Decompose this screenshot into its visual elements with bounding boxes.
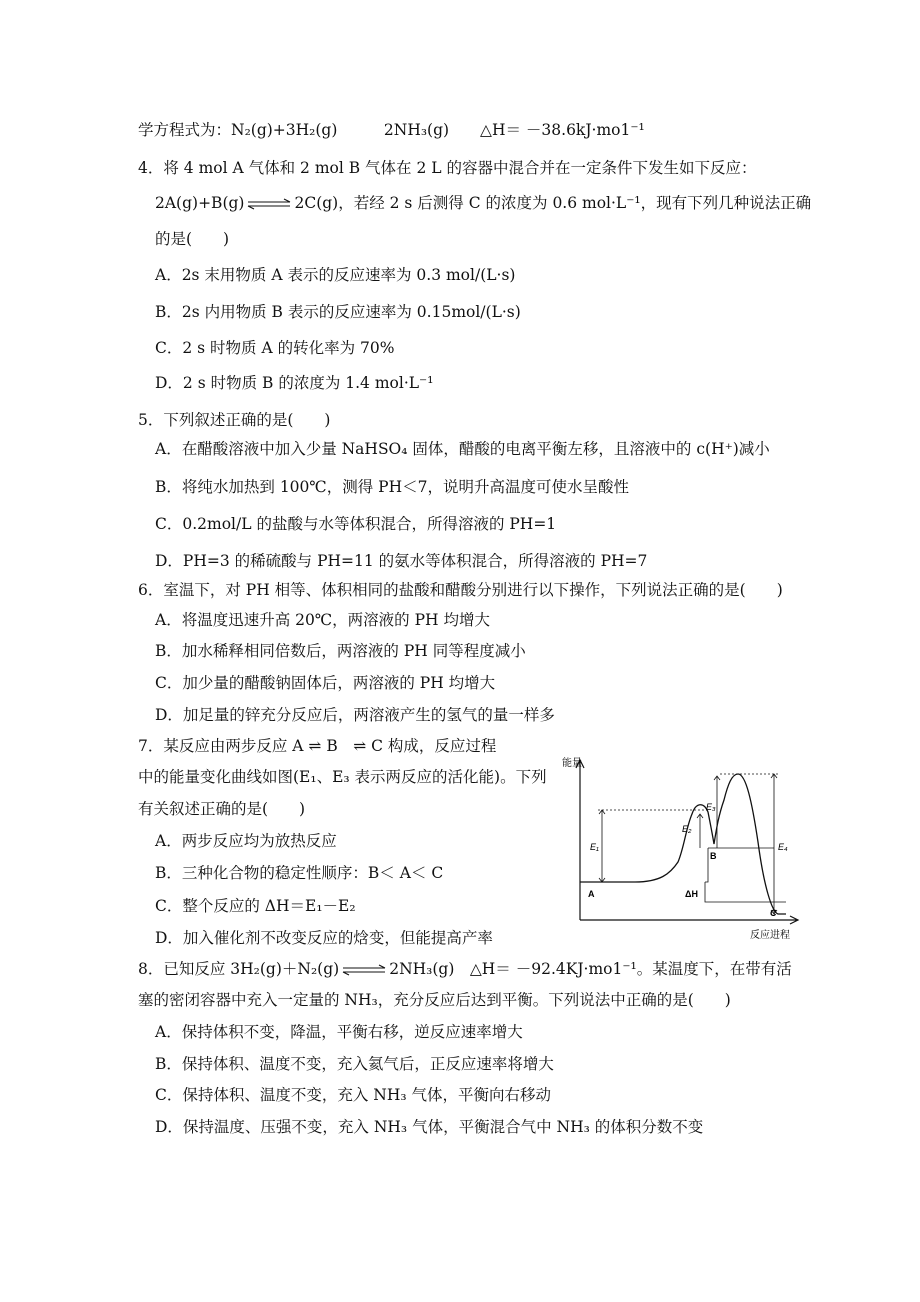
option-8d: D．保持温度、压强不变，充入 NH₃ 气体，平衡混合气中 NH₃ 的体积分数不变 (155, 1118, 704, 1136)
option-5c: C．0.2mol/L 的盐酸与水等体积混合，所得溶液的 PH=1 (155, 515, 557, 533)
option-4b: B．2s 内用物质 B 表示的反应速率为 0.15mol/(L·s) (155, 303, 521, 321)
question-5: 5．下列叙述正确的是( ) (138, 411, 331, 429)
label-B: B (710, 851, 717, 861)
energy-diagram (560, 752, 820, 942)
option-6c: C．加少量的醋酸钠固体后，两溶液的 PH 均增大 (155, 674, 496, 692)
equilibrium-arrow-icon (246, 198, 292, 210)
option-6b: B．加水稀释相同倍数后，两溶液的 PH 同等程度减小 (155, 642, 526, 660)
option-4a: A．2s 末用物质 A 表示的反应速率为 0.3 mol/(L·s) (155, 266, 516, 284)
energy-curve (580, 774, 786, 914)
question-4-tail: 的是( ) (155, 230, 230, 248)
equilibrium-arrow-icon (341, 964, 387, 976)
x-axis-label: 反应进程 (750, 930, 790, 941)
option-4d: D．2 s 时物质 B 的浓度为 1.4 mol·L⁻¹ (155, 374, 434, 392)
level-B-drop (705, 848, 708, 882)
option-5b: B．将纯水加热到 100℃，测得 PH＜7，说明升高温度可使水呈酸性 (155, 478, 629, 496)
option-7d: D．加入催化剂不改变反应的焓变，但能提高产率 (155, 929, 493, 947)
question-6: 6．室温下，对 PH 相等、体积相同的盐酸和醋酸分别进行以下操作，下列说法正确的是( ) (138, 581, 783, 599)
arrow-E1 (599, 810, 605, 882)
arrow-E4 (771, 774, 777, 914)
x-axis (580, 916, 798, 924)
option-7c: C．整个反应的 ΔH＝E₁－E₂ (155, 897, 356, 915)
option-5a: A．在醋酸溶液中加入少量 NaHSO₄ 固体，醋酸的电离平衡左移，且溶液中的 c(H⁺)减小 (155, 440, 770, 458)
option-8c: C．保持体积、温度不变，充入 NH₃ 气体，平衡向右移动 (155, 1086, 552, 1104)
label-C: C (770, 908, 777, 918)
question-7-line2: 中的能量变化曲线如图(E₁、E₃ 表示两反应的活化能)。下列 (138, 768, 547, 786)
equation-left: 2A(g)+B(g) (155, 194, 245, 212)
option-7a: A．两步反应均为放热反应 (155, 832, 337, 850)
arrow-E2 (697, 814, 703, 848)
question-7: 7．某反应由两步反应 A ⇌ B ⇌ C 构成，反应过程 (138, 737, 497, 755)
option-8a: A．保持体积不变，降温，平衡右移，逆反应速率增大 (155, 1023, 523, 1041)
y-axis (576, 760, 584, 920)
option-5d: D．PH=3 的稀硫酸与 PH=11 的氨水等体积混合，所得溶液的 PH=7 (155, 552, 648, 570)
option-7b: B．三种化合物的稳定性顺序：B＜ A＜ C (155, 864, 444, 882)
question-8 (138, 959, 792, 979)
label-E3: E₃ (706, 802, 716, 812)
text-line: 学方程式为：N₂(g)+3H₂(g) 2NH₃(g) △H＝ －38.6kJ·mo1⁻¹ (138, 121, 645, 139)
y-axis-label: 能量 (562, 758, 582, 769)
option-8b: B．保持体积、温度不变，充入氦气后，正反应速率将增大 (155, 1055, 554, 1073)
label-E1: E₁ (590, 842, 599, 852)
question-8-left: 8．已知反应 3H₂(g)＋N₂(g) (138, 960, 340, 978)
label-E4: E₄ (778, 842, 788, 852)
option-6a: A．将温度迅速升高 20℃，两溶液的 PH 均增大 (155, 611, 490, 629)
question-4: 4．将 4 mol A 气体和 2 mol B 气体在 2 L 的容器中混合并在一定条件下发生如下反应： (138, 159, 757, 177)
option-6d: D．加足量的锌充分反应后，两溶液产生的氢气的量一样多 (155, 706, 555, 724)
equation-right: 2C(g)，若经 2 s 后测得 C 的浓度为 0.6 mol·L⁻¹，现有下列几种说法正确 (294, 194, 812, 212)
label-delta-H: ΔH (685, 889, 698, 899)
question-8-line2: 塞的密闭容器中充入一定量的 NH₃，充分反应后达到平衡。下列说法中正确的是( ) (138, 991, 731, 1009)
question-7-line3: 有关叙述正确的是( ) (138, 800, 306, 818)
option-4c: C．2 s 时物质 A 的转化率为 70% (155, 339, 395, 357)
question-8-right: 2NH₃(g) △H＝ －92.4KJ·mo1⁻¹。某温度下，在带有活 (389, 960, 792, 978)
label-E2: E₂ (682, 824, 692, 834)
label-A: A (588, 889, 595, 899)
question-4-equation (155, 193, 811, 213)
